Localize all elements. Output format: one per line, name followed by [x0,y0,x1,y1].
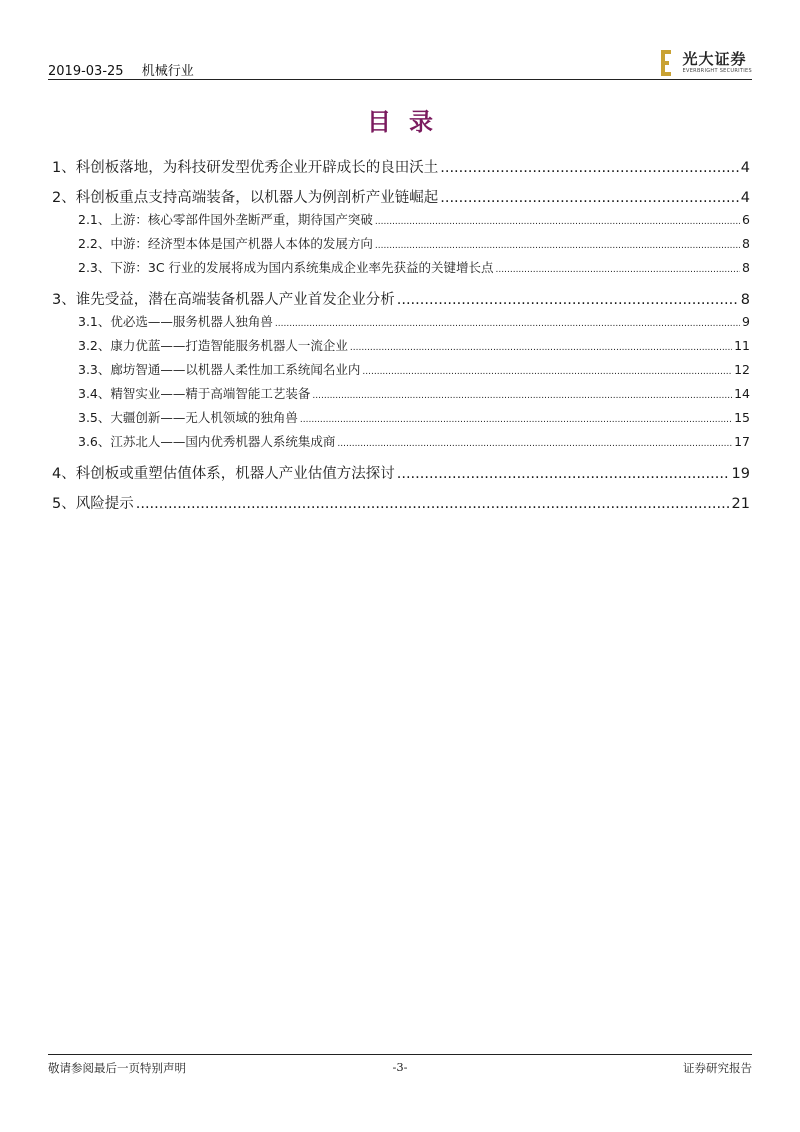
page-title: 目录 [367,108,451,136]
toc-label[interactable]: 下游：3C 行业的发展将成为国内系统集成企业率先获益的关键增长点 [110,260,494,275]
toc-page-number[interactable]: 19 [731,466,750,482]
toc-page-number[interactable]: 8 [742,236,750,251]
toc-page-number[interactable]: 6 [742,212,750,227]
toc-label[interactable]: 中游：经济型本体是国产机器人本体的发展方向 [110,236,373,251]
toc-page-number[interactable]: 4 [740,190,750,206]
toc-number: 2.2、 [78,236,111,251]
industry-label: 机械行业 [141,64,194,79]
toc-number: 2.1、 [78,212,111,227]
toc-leader-dots [375,217,740,227]
report-date: 2019-03-25 [48,64,124,79]
toc-leader-dots [362,367,732,377]
toc-number: 3.4、 [78,386,111,401]
page-number: -3- [392,1060,408,1074]
toc-leader-dots [275,319,740,329]
footer-divider [48,1054,752,1055]
toc-number: 3、 [52,292,76,308]
toc-subentry[interactable] [52,432,750,456]
toc-subentry[interactable] [52,360,750,384]
footer-disclaimer: 敬请参阅最后一页特别声明 [48,1061,186,1075]
toc-subentry[interactable] [52,210,750,234]
page-header [48,44,752,80]
toc-label[interactable]: 谁先受益，潜在高端装备机器人产业首发企业分析 [75,292,395,308]
toc-entry[interactable] [52,492,750,516]
toc-page-number[interactable]: 21 [731,496,750,512]
toc-subentry[interactable] [52,234,750,258]
toc-label[interactable]: 优必选——服务机器人独角兽 [110,314,273,329]
toc-entry[interactable] [52,156,750,180]
toc-subentry[interactable] [52,258,750,282]
toc-page-number[interactable]: 4 [740,160,750,176]
toc-number: 3.1、 [78,314,111,329]
toc-page-number[interactable]: 8 [742,260,750,275]
toc-label[interactable]: 上游：核心零部件国外垄断严重，期待国产突破 [110,212,373,227]
toc-subentry[interactable] [52,336,750,360]
toc-page-number[interactable]: 17 [734,434,750,449]
toc-label[interactable]: 廊坊智通——以机器人柔性加工系统闻名业内 [110,362,361,377]
toc-leader-dots [312,391,732,401]
toc-page-number[interactable]: 9 [742,314,750,329]
toc-label[interactable]: 江苏北人——国内优秀机器人系统集成商 [110,434,336,449]
toc-page-number[interactable]: 12 [734,362,750,377]
logo-mark-icon [661,50,679,76]
toc-subentry[interactable] [52,312,750,336]
toc-leader-dots [440,190,739,206]
toc-label[interactable]: 科创板重点支持高端装备，以机器人为例剖析产业链崛起 [75,190,439,206]
toc-number: 5、 [52,496,76,512]
footer-report-type: 证券研究报告 [683,1061,752,1075]
toc-label[interactable]: 风险提示 [75,496,134,512]
toc-number: 2、 [52,190,76,206]
header-meta [48,60,208,79]
toc-page-number[interactable]: 8 [740,292,750,308]
toc-leader-dots [350,343,732,353]
toc-leader-dots [375,241,740,251]
toc-number: 3.2、 [78,338,111,353]
toc-label[interactable]: 科创板落地，为科技研发型优秀企业开辟成长的良田沃土 [75,160,439,176]
everbright-logo [661,50,752,76]
table-of-contents [52,150,750,516]
header-divider [48,79,752,80]
toc-label[interactable]: 大疆创新——无人机领域的独角兽 [110,410,298,425]
toc-leader-dots [397,466,730,482]
toc-number: 3.3、 [78,362,111,377]
toc-leader-dots [496,265,741,275]
toc-entry[interactable] [52,288,750,312]
logo-text-cn: 光大证券 [682,50,747,68]
toc-label[interactable]: 精智实业——精于高端智能工艺装备 [110,386,311,401]
toc-page-number[interactable]: 15 [734,410,750,425]
toc-label[interactable]: 康力优蓝——打造智能服务机器人一流企业 [110,338,348,353]
toc-leader-dots [337,439,732,449]
toc-label[interactable]: 科创板或重塑估值体系，机器人产业估值方法探讨 [75,466,395,482]
toc-number: 3.6、 [78,434,111,449]
toc-number: 3.5、 [78,410,111,425]
toc-entry[interactable] [52,186,750,210]
toc-number: 2.3、 [78,260,111,275]
logo-text-en: EVERBRIGHT SECURITIES [682,68,752,74]
toc-leader-dots [136,496,730,512]
toc-number: 4、 [52,466,76,482]
toc-leader-dots [397,292,739,308]
toc-page-number[interactable]: 11 [734,338,750,353]
toc-subentry[interactable] [52,384,750,408]
toc-leader-dots [300,415,732,425]
toc-leader-dots [440,160,739,176]
toc-subentry[interactable] [52,408,750,432]
toc-number: 1、 [52,160,76,176]
toc-entry[interactable] [52,462,750,486]
toc-page-number[interactable]: 14 [734,386,750,401]
